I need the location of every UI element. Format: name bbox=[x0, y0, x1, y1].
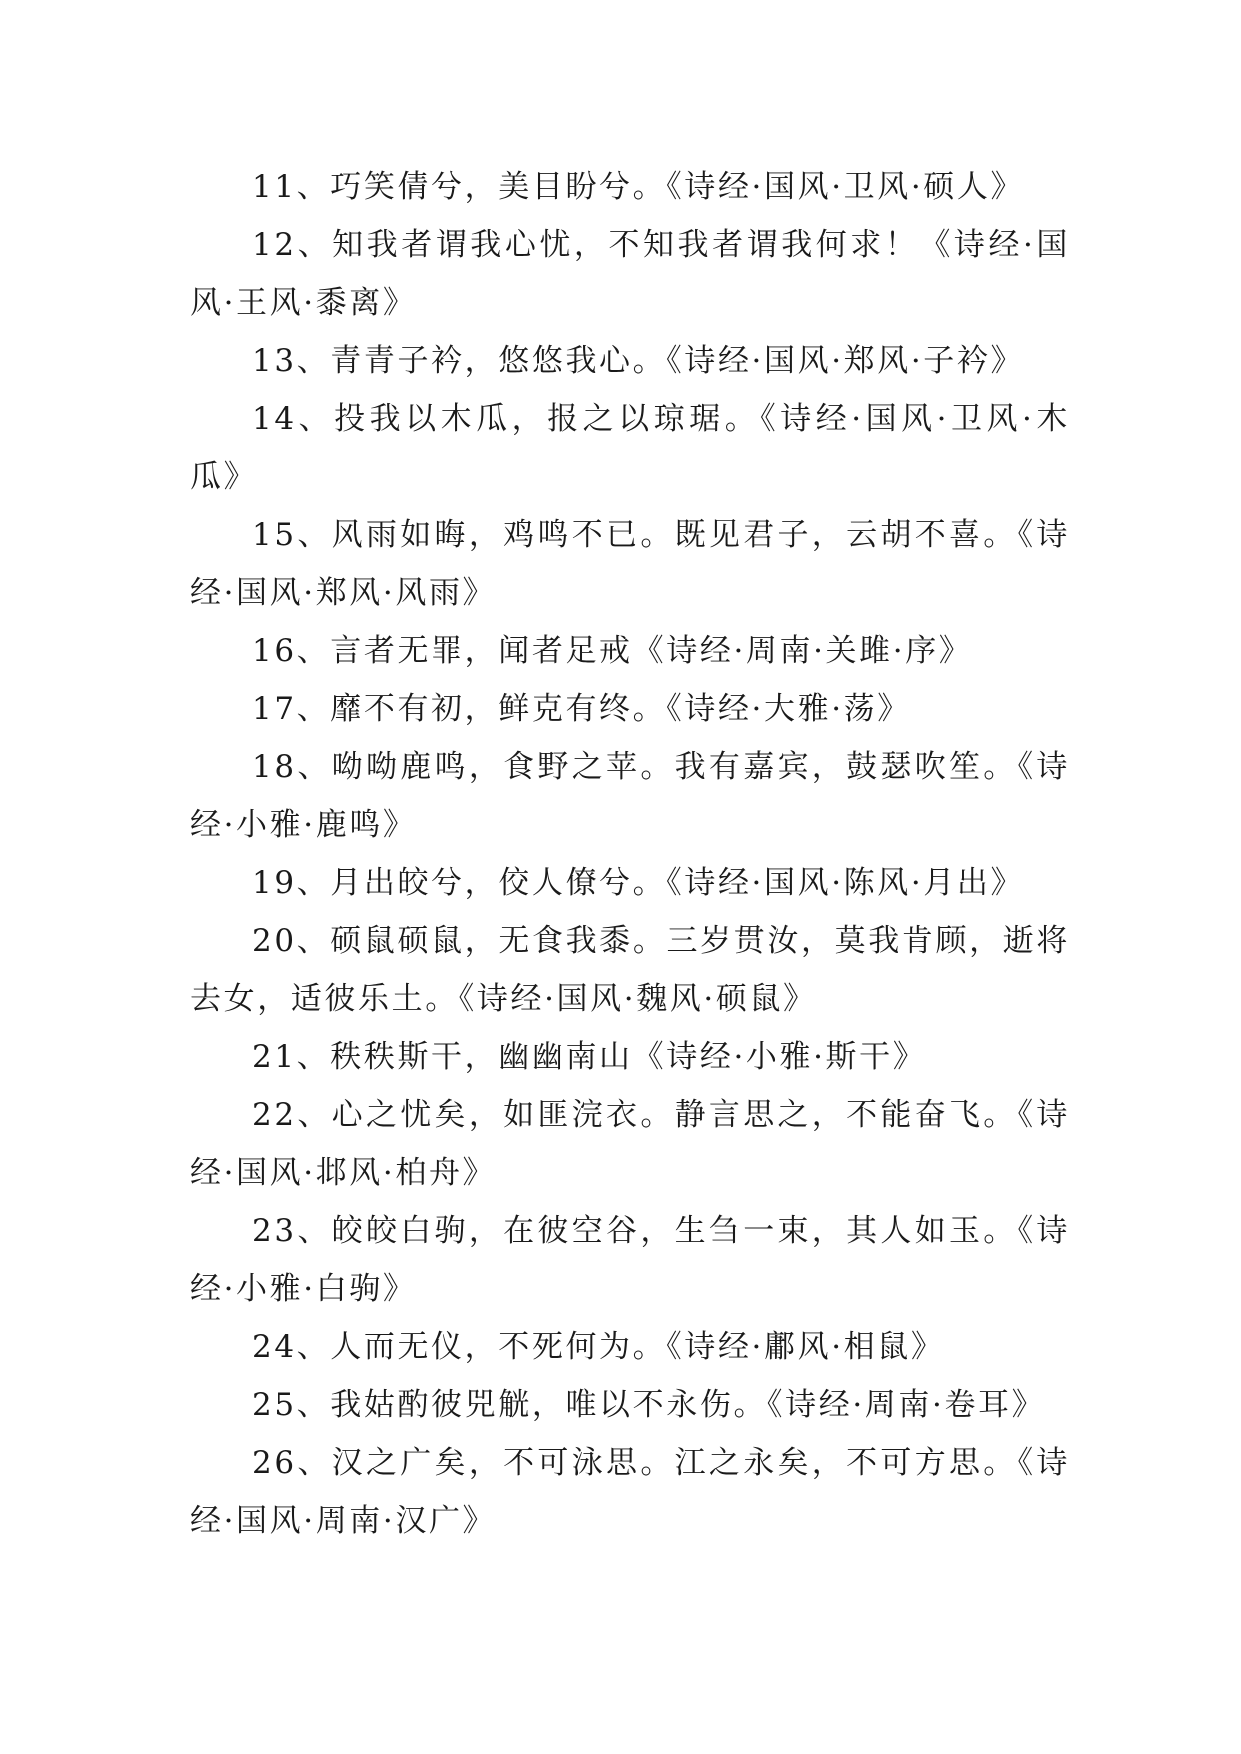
quote-entry-22: 22、心之忧矣，如匪浣衣。静言思之，不能奋飞。《诗经·国风·邶风·柏舟》 bbox=[190, 1097, 1070, 1191]
quote-entry-11: 11、巧笑倩兮，美目盼兮。《诗经·国风·卫风·硕人》 bbox=[252, 169, 1025, 205]
quote-entry-18: 18、呦呦鹿鸣，食野之苹。我有嘉宾，鼓瑟吹笙。《诗经·小雅·鹿鸣》 bbox=[190, 749, 1070, 843]
quote-entry-14: 14、投我以木瓜，报之以琼琚。《诗经·国风·卫风·木瓜》 bbox=[190, 401, 1070, 495]
quote-entry-17: 17、靡不有初，鲜克有终。《诗经·大雅·荡》 bbox=[252, 691, 911, 727]
quote-entry-15: 15、风雨如晦，鸡鸣不已。既见君子，云胡不喜。《诗经·国风·郑风·风雨》 bbox=[190, 517, 1070, 611]
quote-entry-13: 13、青青子衿，悠悠我心。《诗经·国风·郑风·子衿》 bbox=[252, 343, 1025, 379]
quote-entry-16: 16、言者无罪，闻者足戒《诗经·周南·关雎·序》 bbox=[252, 633, 973, 669]
quote-entry-25: 25、我姑酌彼兕觥，唯以不永伤。《诗经·周南·卷耳》 bbox=[252, 1387, 1046, 1423]
quote-entry-12: 12、知我者谓我心忧，不知我者谓我何求！《诗经·国风·王风·黍离》 bbox=[190, 227, 1070, 321]
quote-entry-24: 24、人而无仪，不死何为。《诗经·鄘风·相鼠》 bbox=[252, 1329, 945, 1365]
quote-entry-19: 19、月出皎兮，佼人僚兮。《诗经·国风·陈风·月出》 bbox=[252, 865, 1025, 901]
quote-entry-26: 26、汉之广矣，不可泳思。江之永矣，不可方思。《诗经·国风·周南·汉广》 bbox=[190, 1445, 1070, 1539]
document-body bbox=[190, 158, 1070, 1550]
quote-entry-20: 20、硕鼠硕鼠，无食我黍。三岁贯汝，莫我肯顾，逝将去女，适彼乐土。《诗经·国风·魏风·硕鼠》 bbox=[190, 923, 1070, 1017]
quote-entry-23: 23、皎皎白驹，在彼空谷，生刍一束，其人如玉。《诗经·小雅·白驹》 bbox=[190, 1213, 1070, 1307]
quote-entry-21: 21、秩秩斯干，幽幽南山《诗经·小雅·斯干》 bbox=[252, 1039, 927, 1075]
